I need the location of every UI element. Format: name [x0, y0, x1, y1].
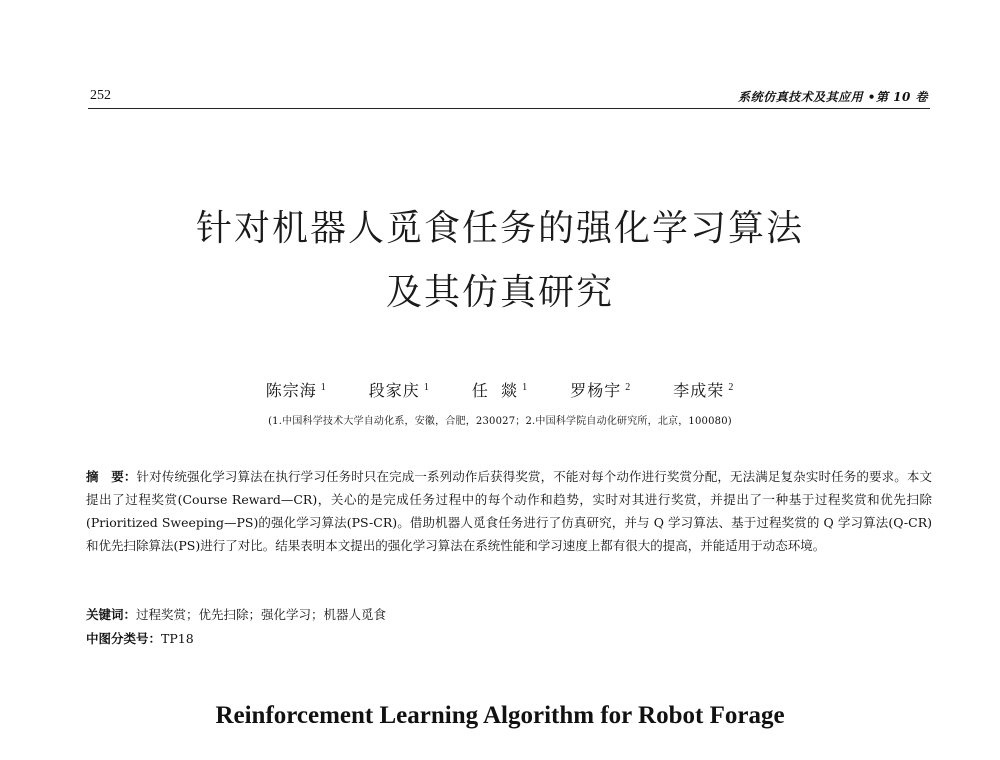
header-rule: [88, 108, 930, 109]
author: [369, 378, 430, 401]
title-english-line-1: Reinforcement Learning Algorithm for Robot Forage: [215, 702, 785, 729]
running-head: 系统仿真技术及其应用 •第 10 卷: [738, 90, 928, 104]
keywords-text: 过程奖赏；优先扫除；强化学习；机器人觅食: [136, 607, 387, 622]
classification-label: 中图分类号：: [86, 631, 162, 646]
author-list: [0, 378, 1000, 401]
affiliation-mark: 1: [320, 381, 327, 393]
abstract-text: 针对传统强化学习算法在执行学习任务时只在完成一系列动作后获得奖赏，不能对每个动作进行奖赏分配，无法满足复杂实时任务的要求。本文提出了过程奖赏(Course Reward—CR)，关心的是完成任务过程中的每个动作和趋势，实时对其进行奖赏，并提出了一种基于过程奖赏和优先扫除(Prioritized Sweeping—PS)的强化学习算法(PS-CR)。借助机器人觅食任务进行了仿真研究，并与 Q 学习算法、基于过程奖赏的 Q 学习算法(Q-CR)和优先扫除算法(PS)进行了对比。结果表明本文提出的强化学习算法在系统性能和学习速度上都有很大的提高，并能适用于动态环境。: [86, 469, 932, 553]
author-name: 陈宗海: [265, 381, 317, 400]
affiliation: (1.中国科学技术大学自动化系，安徽，合肥，230027；2.中国科学院自动化研究所，北京，100080): [268, 416, 732, 427]
title-chinese-line-1: 针对机器人觅食任务的强化学习算法: [195, 208, 804, 249]
author: [266, 378, 327, 401]
author: [570, 378, 631, 401]
abstract: [86, 465, 932, 557]
page-number: 252: [90, 88, 111, 103]
author: [673, 378, 734, 401]
keywords-label: 关键词：: [86, 607, 137, 622]
author-name: 段家庆: [368, 381, 420, 400]
title-chinese-line-2: 及其仿真研究: [385, 272, 614, 313]
author: [472, 378, 528, 401]
affiliation-mark: 1: [423, 381, 430, 393]
classification-text: TP18: [161, 631, 194, 646]
affiliation-mark: 1: [522, 381, 529, 393]
author-name: 任 燚: [471, 381, 519, 400]
author-name: 罗杨宇: [570, 381, 622, 400]
author-name: 李成荣: [673, 381, 725, 400]
affiliation-mark: 2: [728, 381, 735, 393]
affiliation-mark: 2: [625, 381, 632, 393]
keywords: [86, 605, 932, 623]
abstract-label: 摘 要：: [86, 469, 137, 484]
classification-number: [86, 629, 932, 647]
